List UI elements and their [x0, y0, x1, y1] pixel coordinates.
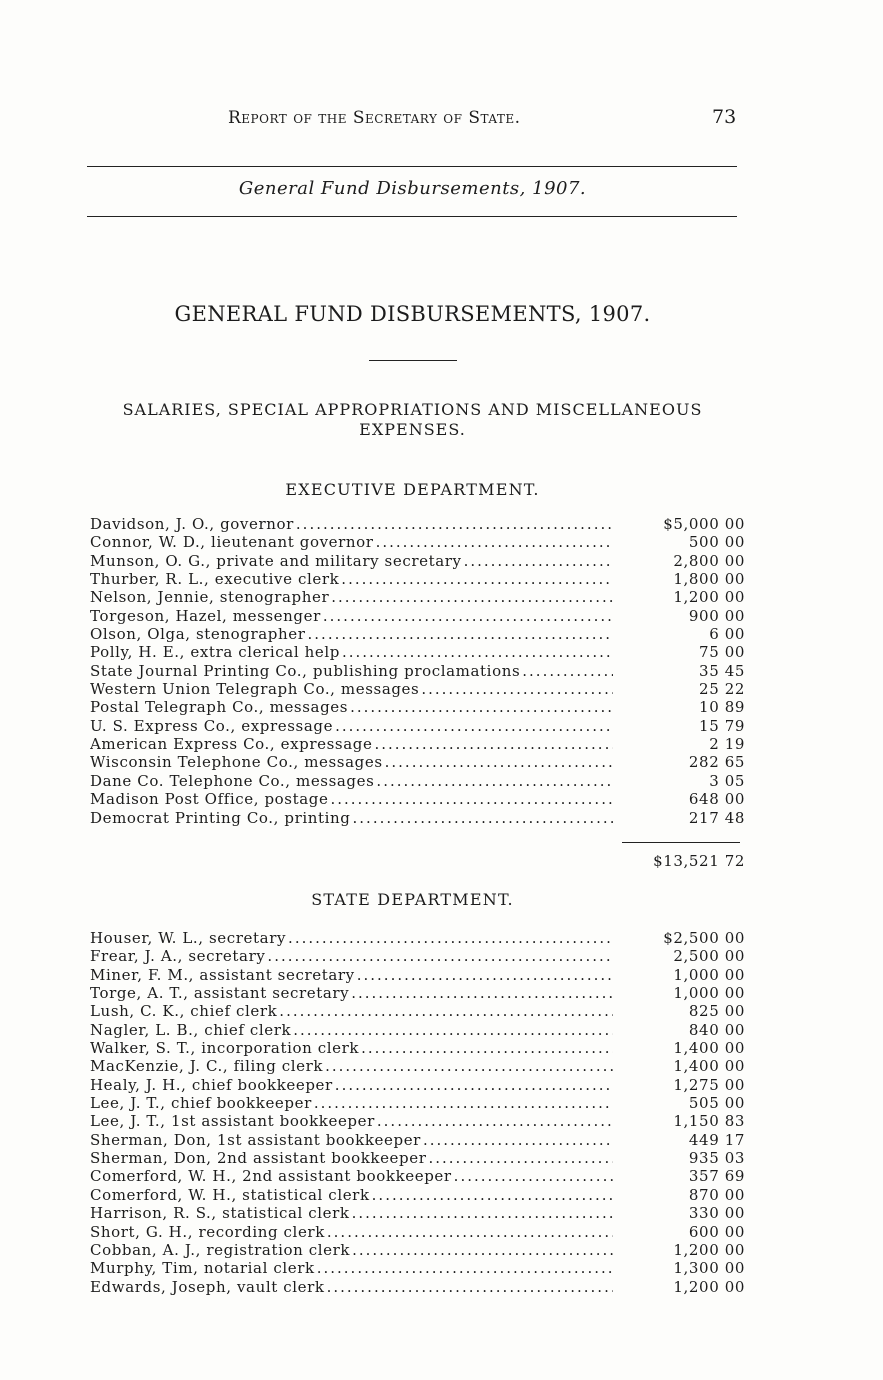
entry-amount: 75 00 — [699, 643, 745, 662]
entry-amount: 10 89 — [699, 698, 745, 717]
leader-dots — [361, 1039, 613, 1057]
subheading: General Fund Disbursements, 1907. — [238, 178, 587, 199]
entry-amount: 505 00 — [688, 1094, 745, 1113]
leader-dots — [377, 1112, 613, 1130]
list-item — [90, 625, 745, 643]
state-department-heading: STATE DEPARTMENT. — [311, 890, 514, 909]
leader-dots — [314, 1094, 613, 1112]
executive-total: $13,521 72 — [653, 852, 745, 870]
entry-amount: 357 69 — [688, 1167, 745, 1186]
leader-dots — [327, 1278, 613, 1296]
list-item — [90, 1149, 745, 1167]
running-head: Report of the Secretary of State. — [228, 108, 521, 128]
header-rule-top — [87, 166, 737, 167]
entry-name: Frear, J. A., secretary — [90, 947, 266, 966]
list-item — [90, 790, 745, 808]
header-rule-bottom — [87, 216, 737, 217]
entry-amount: 1,275 00 — [673, 1075, 745, 1094]
leader-dots — [341, 570, 613, 588]
entry-name: Lee, J. T., chief bookkeeper — [90, 1094, 312, 1113]
list-item — [90, 607, 745, 625]
entry-name: Comerford, W. H., statistical clerk — [90, 1185, 370, 1204]
leader-dots — [335, 1076, 613, 1094]
entry-amount: 935 03 — [688, 1149, 745, 1168]
list-item — [90, 966, 745, 984]
entry-name: Thurber, R. L., executive clerk — [90, 570, 340, 589]
list-item — [90, 809, 745, 827]
section-title-line-1: SALARIES, SPECIAL APPROPRIATIONS AND MISCELLANEOUS — [122, 400, 703, 419]
leader-dots — [335, 717, 613, 735]
list-item — [90, 717, 745, 735]
leader-dots — [353, 809, 613, 827]
page-title: GENERAL FUND DISBURSEMENTS, 1907. — [174, 302, 651, 326]
leader-dots — [374, 735, 613, 753]
list-item — [90, 588, 745, 606]
entry-name: Cobban, A. J., registration clerk — [90, 1240, 351, 1259]
entry-amount: 648 00 — [688, 790, 745, 809]
entry-name: Lee, J. T., 1st assistant bookkeeper — [90, 1112, 375, 1131]
entry-name: Connor, W. D., lieutenant governor — [90, 533, 374, 552]
list-item — [90, 1021, 745, 1039]
entry-amount: 2,800 00 — [673, 551, 745, 570]
list-item — [90, 1002, 745, 1020]
entry-name: Madison Post Office, postage — [90, 790, 329, 809]
list-item — [90, 1241, 745, 1259]
entry-amount: 1,200 00 — [673, 1277, 745, 1296]
entry-name: Murphy, Tim, notarial clerk — [90, 1259, 315, 1278]
entry-name: Healy, J. H., chief bookkeeper — [90, 1075, 333, 1094]
entry-name: State Journal Printing Co., publishing proclamations — [90, 661, 521, 680]
entry-amount: 1,200 00 — [673, 588, 745, 607]
leader-dots — [464, 552, 613, 570]
entry-name: Walker, S. T., incorporation clerk — [90, 1039, 360, 1058]
leader-dots — [372, 1186, 613, 1204]
leader-dots — [331, 588, 613, 606]
leader-dots — [376, 533, 613, 551]
list-item — [90, 1057, 745, 1075]
entry-name: Postal Telegraph Co., messages — [90, 698, 349, 717]
list-item — [90, 1094, 745, 1112]
list-item — [90, 735, 745, 753]
entry-name: Comerford, W. H., 2nd assistant bookkeeper — [90, 1167, 452, 1186]
list-item — [90, 698, 745, 716]
list-item — [90, 1186, 745, 1204]
entry-name: Wisconsin Telephone Co., messages — [90, 753, 383, 772]
list-item — [90, 984, 745, 1002]
list-item — [90, 680, 745, 698]
entry-name: Short, G. H., recording clerk — [90, 1222, 325, 1241]
entry-amount: 825 00 — [688, 1002, 745, 1021]
entry-amount: 1,300 00 — [673, 1259, 745, 1278]
leader-dots — [293, 1021, 613, 1039]
leader-dots — [296, 515, 613, 533]
list-item — [90, 515, 745, 533]
total-rule — [622, 842, 740, 843]
leader-dots — [350, 698, 613, 716]
entry-amount: 2,500 00 — [673, 947, 745, 966]
leader-dots — [288, 929, 613, 947]
entry-name: Dane Co. Telephone Co., messages — [90, 771, 375, 790]
list-item — [90, 1223, 745, 1241]
leader-dots — [317, 1259, 613, 1277]
leader-dots — [421, 680, 613, 698]
leader-dots — [385, 753, 613, 771]
entry-amount: 1,000 00 — [673, 965, 745, 984]
list-item — [90, 662, 745, 680]
list-item — [90, 772, 745, 790]
list-item — [90, 1278, 745, 1296]
list-item — [90, 753, 745, 771]
executive-department-heading: EXECUTIVE DEPARTMENT. — [285, 480, 540, 499]
list-item — [90, 1167, 745, 1185]
leader-dots — [352, 1204, 613, 1222]
entry-amount: 330 00 — [688, 1204, 745, 1223]
entry-amount: $5,000 00 — [663, 515, 745, 533]
page-number: 73 — [712, 106, 737, 128]
entry-amount: 449 17 — [688, 1130, 745, 1149]
entry-amount: 840 00 — [688, 1020, 745, 1039]
list-item — [90, 533, 745, 551]
entry-amount: 500 00 — [688, 533, 745, 552]
entry-name: MacKenzie, J. C., filing clerk — [90, 1057, 324, 1076]
executive-entries — [90, 515, 745, 827]
leader-dots — [522, 662, 613, 680]
entry-amount: 15 79 — [699, 716, 745, 735]
entry-amount: 900 00 — [688, 606, 745, 625]
entry-amount: 600 00 — [688, 1222, 745, 1241]
list-item — [90, 1259, 745, 1277]
entry-name: Torgeson, Hazel, messenger — [90, 606, 321, 625]
entry-name: Nelson, Jennie, stenographer — [90, 588, 330, 607]
entry-name: Edwards, Joseph, vault clerk — [90, 1277, 325, 1296]
list-item — [90, 643, 745, 661]
leader-dots — [323, 607, 613, 625]
entry-name: Western Union Telegraph Co., messages — [90, 680, 420, 699]
section-title-line-2: EXPENSES. — [359, 420, 466, 439]
leader-dots — [330, 790, 613, 808]
entry-name: U. S. Express Co., expressage — [90, 716, 334, 735]
entry-name: Sherman, Don, 2nd assistant bookkeeper — [90, 1149, 427, 1168]
entry-name: Torge, A. T., assistant secretary — [90, 984, 350, 1003]
list-item — [90, 1131, 745, 1149]
leader-dots — [327, 1223, 613, 1241]
entry-amount: 2 19 — [709, 735, 745, 754]
list-item — [90, 1039, 745, 1057]
leader-dots — [352, 1241, 613, 1259]
leader-dots — [454, 1167, 613, 1185]
entry-name: American Express Co., expressage — [90, 735, 373, 754]
entry-name: Davidson, J. O., governor — [90, 515, 294, 533]
entry-amount: 1,150 83 — [673, 1112, 745, 1131]
leader-dots — [342, 643, 613, 661]
leader-dots — [428, 1149, 613, 1167]
list-item — [90, 1112, 745, 1130]
entry-name: Polly, H. E., extra clerical help — [90, 643, 340, 662]
entry-name: Democrat Printing Co., printing — [90, 808, 351, 827]
list-item — [90, 570, 745, 588]
leader-dots — [423, 1131, 613, 1149]
list-item — [90, 929, 745, 947]
entry-amount: 1,800 00 — [673, 570, 745, 589]
leader-dots — [267, 947, 613, 965]
entry-name: Nagler, L. B., chief clerk — [90, 1020, 292, 1039]
entry-name: Houser, W. L., secretary — [90, 929, 287, 947]
entry-name: Lush, C. K., chief clerk — [90, 1002, 278, 1021]
entry-amount: 1,200 00 — [673, 1240, 745, 1259]
entry-amount: $2,500 00 — [663, 929, 745, 947]
entry-name: Sherman, Don, 1st assistant bookkeeper — [90, 1130, 421, 1149]
entry-name: Munson, O. G., private and military secretary — [90, 551, 462, 570]
list-item — [90, 1076, 745, 1094]
entry-amount: 870 00 — [688, 1185, 745, 1204]
state-entries — [90, 929, 745, 1296]
leader-dots — [351, 984, 613, 1002]
entry-amount: 282 65 — [688, 753, 745, 772]
section-title — [80, 400, 745, 440]
entry-amount: 3 05 — [709, 771, 745, 790]
entry-amount: 1,400 00 — [673, 1039, 745, 1058]
leader-dots — [357, 966, 613, 984]
entry-name: Miner, F. M., assistant secretary — [90, 965, 355, 984]
entry-amount: 6 00 — [709, 625, 745, 644]
entry-amount: 1,000 00 — [673, 984, 745, 1003]
entry-amount: 217 48 — [688, 808, 745, 827]
entry-amount: 35 45 — [699, 661, 745, 680]
title-divider — [369, 360, 457, 361]
leader-dots — [376, 772, 613, 790]
leader-dots — [279, 1002, 613, 1020]
list-item — [90, 947, 745, 965]
entry-amount: 25 22 — [699, 680, 745, 699]
entry-amount: 1,400 00 — [673, 1057, 745, 1076]
leader-dots — [325, 1057, 613, 1075]
entry-name: Harrison, R. S., statistical clerk — [90, 1204, 350, 1223]
entry-name: Olson, Olga, stenographer — [90, 625, 306, 644]
leader-dots — [308, 625, 613, 643]
list-item — [90, 1204, 745, 1222]
list-item — [90, 552, 745, 570]
